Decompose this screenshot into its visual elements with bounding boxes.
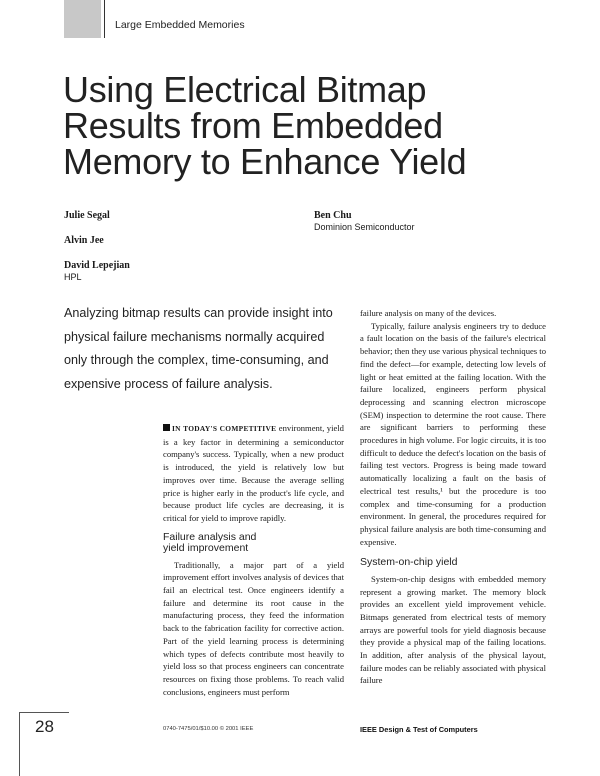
- author-alvin-jee: Alvin Jee: [64, 235, 104, 246]
- heading-failure-analysis: [163, 532, 344, 555]
- article-title: [63, 69, 583, 182]
- body-column-1: [163, 422, 344, 698]
- author-ben-chu: Ben Chu: [314, 210, 352, 221]
- intro-line-4: expensive process of failure analysis.: [64, 376, 273, 391]
- intro-line-3: only through the complex, time-consuming, and: [64, 353, 329, 367]
- paragraph-traditionally: Traditionally, a major part of a yield improvement effort involves analysis of devices that fail an electrical test. Once engineers identify a failure and determine its root cause in the manufacturing process, they feed the information back to the fabrication facility for corrective action. Part of the yield learning process is determining which types of defects contribute most heavily to yield loss so that process engineers can concentrate resources on fixing those problems. To reach valid conclusions, engineers must perform: [163, 559, 344, 697]
- header-rule: [104, 0, 105, 38]
- paragraph-typically: Typically, failure analysis engineers try to deduce a fault location on the basis of the failure's electrical behavior; then they use various physical techniques to find the defect—for example, detecting low levels of light or heat emitted at the failing location. With the failure localized, engineers perform physical deprocessing and scanning electron microscope (SEM) inspection to determine the root cause. There are significant barriers to performing these procedures in high volume. For logic circuits, it is too difficult to deduce the defect's location on the basis of failing test vectors. Progress is being made toward automatically localizing a fault on the basis of electrical test results,¹ but the procedure is too complex and time-consuming for a production environment. In general, the procedures required for physical failure analysis are both time-consuming and expensive.: [360, 320, 546, 547]
- heading-line-2: yield improvement: [163, 542, 249, 555]
- title-line-1: Using Electrical Bitmap: [63, 69, 427, 110]
- page-number: 28: [35, 717, 54, 736]
- paragraph-system-on-chip: System-on-chip designs with embedded memory represent a growing market. The memory block provides an excellent yield improvement vehicle. Bitmaps generated from electrical tests of memory arrays are powerful tools for yield diagnosis because they provide a physical map of the failing locations. In addition, after analysis of the physical layout, failure modes can be reliably associated with physical failure: [360, 573, 546, 686]
- author-david-lepejian: David Lepejian: [64, 260, 130, 271]
- opening-text: environment, yield is a key factor in determining a semiconductor company's success. Typically, when a new product is introduced, the yield is relatively low but improves over time. Because the average selling price is higher early in the product's life cycle, and because product life cycles are decreasing, it is critical for yield to improve rapidly.: [163, 423, 344, 523]
- footer-vertical-rule: [19, 712, 20, 776]
- heading-system-on-chip: System-on-chip yield: [360, 556, 458, 569]
- journal-name: IEEE Design & Test of Computers: [360, 725, 478, 734]
- lead-square-icon: [163, 424, 170, 431]
- section-header: Large Embedded Memories: [115, 19, 245, 31]
- body-column-2: [360, 307, 546, 687]
- lead-in: IN TODAY'S COMPETITIVE: [172, 424, 277, 433]
- author-julie-segal: Julie Segal: [64, 210, 110, 221]
- affiliation-dominion: Dominion Semiconductor: [314, 222, 415, 232]
- intro-line-1: Analyzing bitmap results can provide insight into: [64, 306, 333, 320]
- affiliation-hpl: HPL: [64, 272, 82, 282]
- paragraph-continued: failure analysis on many of the devices.: [360, 308, 497, 318]
- title-line-3: Memory to Enhance Yield: [63, 141, 467, 182]
- heading-line-1: Failure analysis and: [163, 530, 257, 543]
- copyright-line: 0740-7475/01/$10.00 © 2001 IEEE: [163, 726, 254, 732]
- title-line-2: Results from Embedded: [63, 105, 443, 146]
- intro-line-2: physical failure mechanisms normally acquired: [64, 329, 325, 344]
- paragraph-opening: [163, 422, 344, 525]
- header-gray-block: [64, 0, 101, 38]
- intro-abstract: [64, 302, 344, 396]
